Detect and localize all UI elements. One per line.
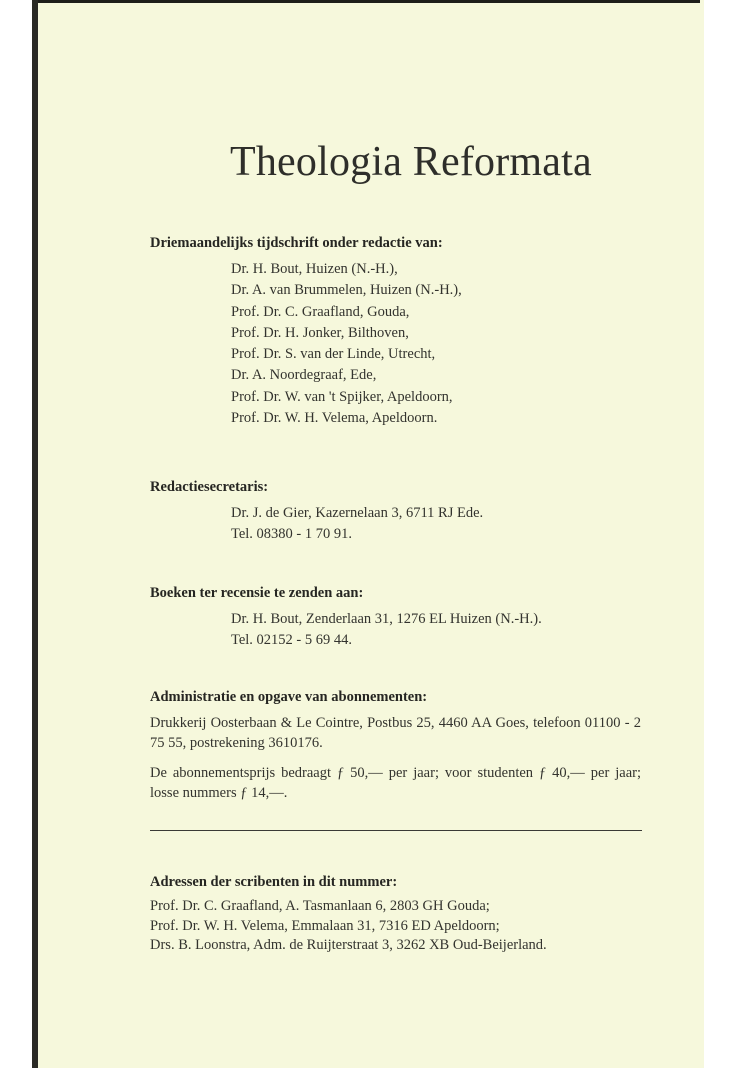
editor-name: Prof. Dr. W. H. Velema, Apeldoorn.	[231, 410, 438, 427]
divider-rule	[150, 830, 642, 831]
editor-name: Dr. H. Bout, Huizen (N.-H.),	[231, 261, 398, 277]
editor-name: Prof. Dr. S. van der Linde, Utrecht,	[231, 346, 436, 363]
author-address: Prof. Dr. C. Graafland, A. Tasmanlaan 6, 2803 GH Gouda;	[150, 898, 490, 914]
secretary-line: Dr. J. de Gier, Kazernelaan 3, 6711 RJ Ede.	[231, 505, 484, 521]
page-left-edge	[32, 0, 38, 1068]
editors-heading: Driemaandelijks tijdschrift onder redactie van:	[150, 235, 443, 251]
editors-list	[231, 259, 462, 429]
journal-title: Theologia Reformata	[230, 139, 592, 185]
editor-name: Prof. Dr. W. van 't Spijker, Apeldoorn,	[231, 388, 453, 405]
editor-name: Dr. A. van Brummelen, Huizen (N.-H.),	[231, 282, 462, 299]
secretary-line: Tel. 08380 - 1 70 91.	[231, 526, 353, 543]
editor-name: Prof. Dr. H. Jonker, Bilthoven,	[231, 324, 409, 341]
author-address: Prof. Dr. W. H. Velema, Emmalaan 31, 7316 ED Apeldoorn;	[150, 917, 500, 934]
page-top-edge	[32, 0, 700, 3]
editor-name: Dr. A. Noordegraaf, Ede,	[231, 367, 377, 384]
authors-heading: Adressen der scribenten in dit nummer:	[150, 874, 398, 890]
books-line: Tel. 02152 - 5 69 44.	[231, 632, 353, 649]
editor-name: Prof. Dr. C. Graafland, Gouda,	[231, 303, 410, 320]
administration-address: Drukkerij Oosterbaan & Le Cointre, Postbus 25, 4460 AA Goes, telefoon 01100 - 2 75 55, postrekening 3610176.	[150, 715, 641, 751]
secretary-heading: Redactiesecretaris:	[150, 479, 269, 495]
author-address: Drs. B. Loonstra, Adm. de Ruijterstraat 3, 3262 XB Oud-Beijerland.	[150, 937, 547, 953]
books-address	[231, 609, 542, 652]
subscription-price: De abonnementsprijs bedraagt ƒ 50,— per jaar; voor studenten ƒ 40,— per jaar; losse nummers ƒ 14,—.	[150, 765, 641, 801]
administration-heading: Administratie en opgave van abonnementen:	[150, 689, 428, 705]
secretary-address	[231, 503, 483, 546]
journal-page	[32, 0, 704, 1068]
books-line: Dr. H. Bout, Zenderlaan 31, 1276 EL Huizen (N.-H.).	[231, 611, 542, 627]
authors-list	[150, 897, 547, 956]
books-heading: Boeken ter recensie te zenden aan:	[150, 585, 364, 601]
